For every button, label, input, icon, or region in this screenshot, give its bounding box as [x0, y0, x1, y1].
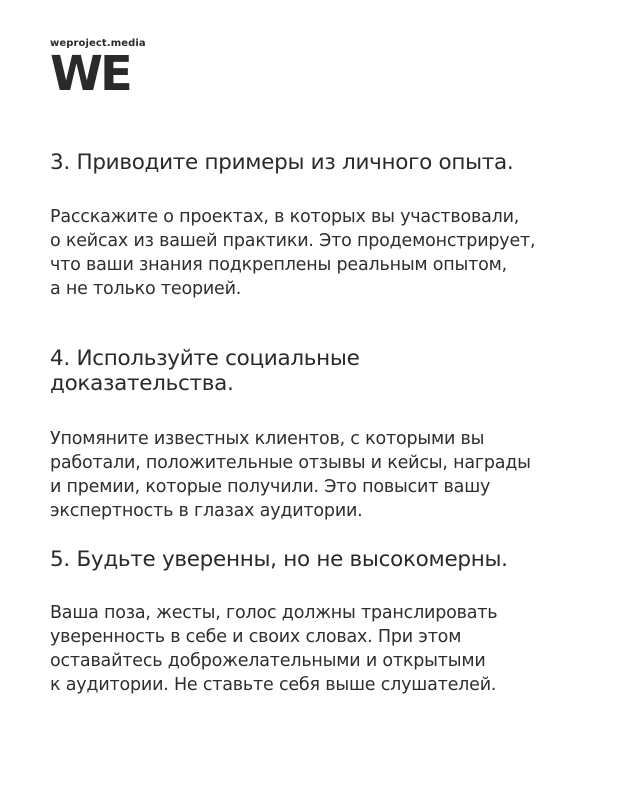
- tip-heading-3: 3. Приводите примеры из личного опыта.: [50, 150, 514, 175]
- brand-block: [50, 38, 146, 102]
- tip-heading-5: 5. Будьте уверенны, но не высокомерны.: [50, 547, 508, 572]
- tip-body-5: Ваша поза, жесты, голос должны транслировать уверенность в себе и своих словах. При этом оставайтесь доброжелательными и открытыми к аудитории. Не ставьте себя выше слушателей.: [50, 603, 498, 695]
- tip-section-5: [50, 547, 610, 697]
- tip-body-4: Упомяните известных клиентов, с которыми вы работали, положительные отзывы и кейсы, награды и премии, которые получили. Это повысит вашу экспертность в глазах аудитории.: [50, 429, 531, 521]
- brand-site-url: weproject.media: [50, 38, 146, 49]
- brand-logo: WE: [50, 46, 130, 102]
- tip-heading-4: 4. Используйте социальные доказательства.: [50, 346, 360, 396]
- tip-section-3: [50, 150, 610, 301]
- tip-section-4: [50, 346, 610, 523]
- tip-body-3: Расскажите о проектах, в которых вы участвовали, о кейсах из вашей практики. Это продемонстрирует, что ваши знания подкреплены реальным опытом, а не только теорией.: [50, 207, 536, 299]
